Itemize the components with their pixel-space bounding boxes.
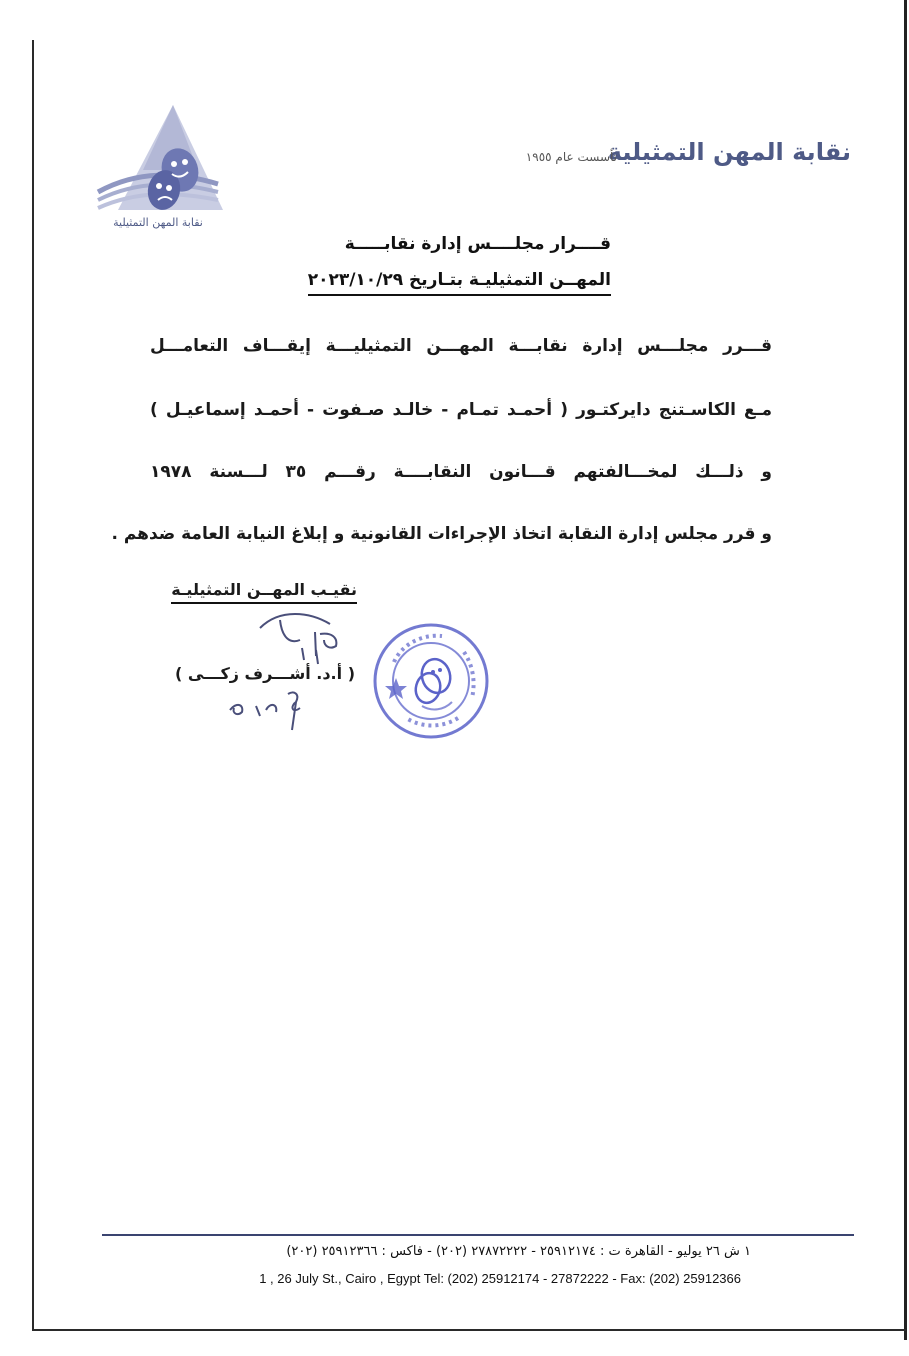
- footer-address-english: 1 , 26 July St., Cairo , Egypt Tel: (202) 25912174 - 27872222 - Fax: (202) 25912366: [259, 1271, 741, 1286]
- signatory-name: ( أ.د. أشـــرف زكـــى ): [174, 664, 355, 683]
- decision-title-line-1: قــــرار مجلــــس إدارة نقابـــــة: [344, 234, 611, 254]
- logo-caption: نقابة المهن التمثيلية: [113, 216, 203, 229]
- body-line-4: و قرر مجلس إدارة النقابة اتخاذ الإجراءات القانونية و إبلاغ النيابة العامة ضدهم .: [111, 524, 772, 544]
- founded-year: تأسست عام ١٩٥٥: [525, 150, 617, 164]
- decision-title-line-2: المهــن التمثيليـة بتـاريخ ٢٠٢٣/١٠/٢٩: [308, 270, 611, 296]
- organization-name: نقابة المهن التمثيلية: [607, 138, 851, 166]
- page-edge-right: [904, 0, 907, 1340]
- page-edge-bottom: [32, 1329, 906, 1331]
- footer-address-arabic: ١ ش ٢٦ يوليو - القاهرة ت : ٢٥٩١٢١٧٤ - ٢٧٨٧٢٢٢٢ (٢٠٢) - فاكس : ٢٥٩١٢٣٦٦ (٢٠٢): [286, 1244, 751, 1259]
- footer-rule: [102, 1234, 854, 1236]
- official-stamp: [372, 622, 490, 740]
- page-edge-left: [32, 40, 34, 1330]
- body-line-2: مـع الكاسـتنج دايركتـور ( أحمـد تمـام - خالـد صـفوت - أحمـد إسماعيـل ): [150, 400, 772, 420]
- body-line-1: قـــرر مجلـــس إدارة نقابـــة المهـــن التمثيليـــة إيقـــاف التعامـــل: [150, 336, 772, 356]
- body-line-3: و ذلـــك لمخـــالفتهم قـــانون النقابــــة رقـــم ٣٥ لـــسنة ١٩٧٨: [150, 462, 772, 482]
- signatory-title: نقيـب المهــن التمثيليـة: [171, 580, 357, 604]
